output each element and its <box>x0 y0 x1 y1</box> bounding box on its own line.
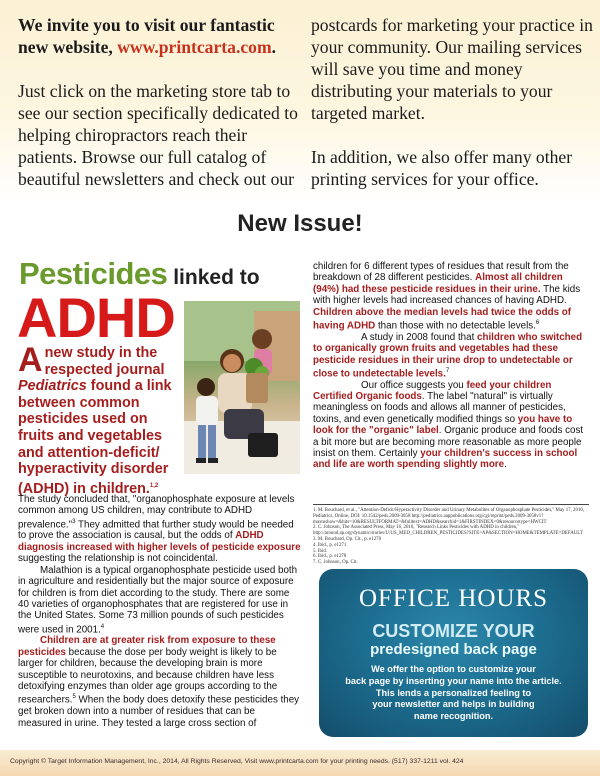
right-paragraph-1 <box>313 261 590 332</box>
lead-journal: Pediatrics <box>18 378 87 395</box>
promo-paragraph-2: Just click on the marketing store tab to see our section specifically dedicated to helping chiropractors reach their patients. Browse our full catalog of beautiful newsletters and check out our <box>18 81 298 189</box>
desc-line-5: name recognition. <box>413 711 494 722</box>
right-p1-c: than those with no detectable levels. <box>375 320 536 332</box>
right-p2-bold: children who switched to organically grown fruits and vegetables had these pesticide residues in their urine drop to undetectable or close to undetectable levels. <box>313 331 583 380</box>
references <box>313 504 598 566</box>
body-p3-sup: 5 <box>72 694 76 701</box>
body-p3: because the dose per body weight is likely to be larger for children, because the developing brain is more susceptible to neurotoxins, and because children have less detoxifying enzymes than older age groups according to the researchers. <box>18 646 278 706</box>
right-p1-sup: 6 <box>535 320 540 327</box>
reference-item: 6. Ibid., p. e1278 <box>313 554 347 560</box>
right-p3-d: . <box>504 459 507 471</box>
right-p3-bold-2: you have to look for the "organic" label <box>313 413 573 437</box>
right-paragraph-3 <box>313 380 590 471</box>
desc-line-4: your newsletter and helps in building <box>372 699 535 710</box>
lead-part-2: found a link between common pesticides used on fruits and vegetables and attention-deficit/ hyperactivity disorder (ADHD) in children. <box>18 378 172 497</box>
body-p1-sup: 3 <box>72 518 76 525</box>
article-title-adhd: ADHD <box>17 286 175 349</box>
right-p1-b: The kids with higher levels had increased chances of having ADHD. <box>313 283 581 307</box>
right-p1-bold-2: Children above the median levels had twice the odds of having ADHD <box>313 306 572 332</box>
reference-item: 4. Ibid., p. e1271 <box>313 542 347 548</box>
reference-item: 1. M. Bouchard, et al., "Attention-Deficit/Hyperactivity Disorder and Urinary Metabolites of Organophosphate Pesticides," May 17, 2010, Pediatrics, Online, DOI: 10.1542/peds.2009-3058 http://pediatrics.aappublications.org/cgi/reprint/peds.2009-3058v1?maxtoshow=&hits=10&RESULTFORMAT=&fulltext=ADHD&searchid=1&FIRSTINDEX=0&resourcetype=HWCIT <box>313 508 585 525</box>
body-paragraph-3 <box>18 635 301 729</box>
body-p1-bold: ADHD diagnosis increased with higher levels of pesticide exposure <box>18 530 301 553</box>
reference-item: 3. M. Bouchard, Op. Cit., p. e1270 <box>313 536 382 542</box>
footer-copyright: Copyright © Target Information Management, Inc., 2014, All Rights Reserved, Visit www.printcarta.com for your printing needs. (517) 337-1211 vol. 424 <box>10 758 464 765</box>
body-p2: Malathion is a typical organophosphate pesticide used both in agriculture and residentially but the major source of exposure for children is from diet according to the study. There are some 40 varieties of organophosphates that are registered for use in the United States. Some 73 million pounds of such pesticides were used in 2001. <box>18 564 298 635</box>
reference-item: 5. Ibid. <box>313 548 327 554</box>
desc-line-2: back page by inserting your name into the article. <box>345 675 562 686</box>
new-issue-heading: New Issue! <box>237 210 363 237</box>
website-link[interactable]: www.printcarta.com <box>117 37 272 57</box>
reference-item: 7. C. Johnson, Op. Cit. <box>313 560 358 566</box>
promo-column-right <box>311 14 596 190</box>
customize-heading: CUSTOMIZE YOUR <box>372 621 535 641</box>
right-p2-a: A study in 2008 found that <box>361 331 478 343</box>
article-title-linked-to: linked to <box>167 266 260 289</box>
body-p1-c: suggesting the relationship is not coincidental. <box>18 553 218 565</box>
desc-line-1: We offer the option to customize your <box>371 664 536 674</box>
predesigned-subheading: predesigned back page <box>370 641 537 658</box>
promo-paragraph-4: In addition, we also offer many other printing services for your office. <box>311 147 573 189</box>
promo-column-left <box>18 14 298 190</box>
body-p2-sup: 4 <box>100 623 105 630</box>
article-body-left <box>18 494 301 729</box>
office-hours-heading: OFFICE HOURS <box>358 585 549 612</box>
office-hours-box <box>319 569 588 737</box>
right-p1-a: children for 6 different types of residues that result from the breakdown of 28 different pesticides. <box>313 261 569 284</box>
promo-paragraph-3: postcards for marketing your practice in your community. Our mailing services will save you time and money distributing your materials to your targeted market. <box>311 15 593 123</box>
references-divider <box>313 504 589 505</box>
promo-invite-line-1: We invite you to visit our fantastic <box>18 15 275 35</box>
article-title-pesticides: Pesticides <box>19 256 168 291</box>
body-paragraph-1 <box>18 494 301 565</box>
body-paragraph-2 <box>18 565 301 636</box>
right-p3-a: Our office suggests you <box>361 379 467 391</box>
customize-description <box>319 664 588 723</box>
article-lead <box>18 341 182 497</box>
family-photo-illustration <box>184 301 300 474</box>
right-p3-bold-3: your children's success in school and life are worth spending slightly more <box>313 448 578 471</box>
body-p1-b: They admitted that further study would be needed to prove the association is causal, but the odds of <box>18 519 294 542</box>
right-p1-bold: Almost all children (94%) had these pesticide residues in their urine. <box>313 272 563 295</box>
right-p3-b: . The label "natural" is virtually meaningless on foods and allows all manner of pesticides, toxins, and even genetically modified things so <box>313 391 566 425</box>
body-p1-a: The study concluded that, "organophosphate exposure at levels common among US children, may contribute to ADHD prevalence." <box>18 494 295 531</box>
promo-invite-line-2-suffix: . <box>271 37 277 57</box>
drop-cap: A <box>18 341 43 379</box>
right-p3-bold: feed your children Certified Organic foods <box>313 379 552 402</box>
promo-invite <box>18 14 298 58</box>
promo-invite-line-2-prefix: new website, <box>18 37 118 57</box>
lead-citation: 1,2 <box>149 482 159 489</box>
reference-item: 2. C. Johnson, The Associated Press, May 16, 2010, "Research Links Pesticides with ADHD in children," http://around.ap.org/dynamic/stories/U/US_MED_CHILDREN_PESTICIDES?SITE=AP&SECTION=HOME&TEMPLATE=DEFAULT <box>313 525 583 537</box>
right-p3-c: . Organic produce and foods cost a bit more but are becoming more reasonable as more people insist on them. Certainly <box>313 425 584 460</box>
desc-line-3: This lends a personalized feeling to <box>375 687 532 698</box>
lead-part-1: new study in the respected journal <box>44 345 165 378</box>
body-p3-b: When the body does detoxify these pesticides they get broken down into a number of residues that can be measured in urine. They tested a large cross section of <box>18 694 300 729</box>
article-body-right <box>313 261 590 471</box>
family-photo <box>184 301 300 474</box>
right-paragraph-2 <box>313 332 590 380</box>
right-p2-sup: 7 <box>445 367 450 374</box>
body-p3-bold: Children are at greater risk from exposure to these pesticides <box>18 635 276 658</box>
footer-bar <box>0 750 600 776</box>
